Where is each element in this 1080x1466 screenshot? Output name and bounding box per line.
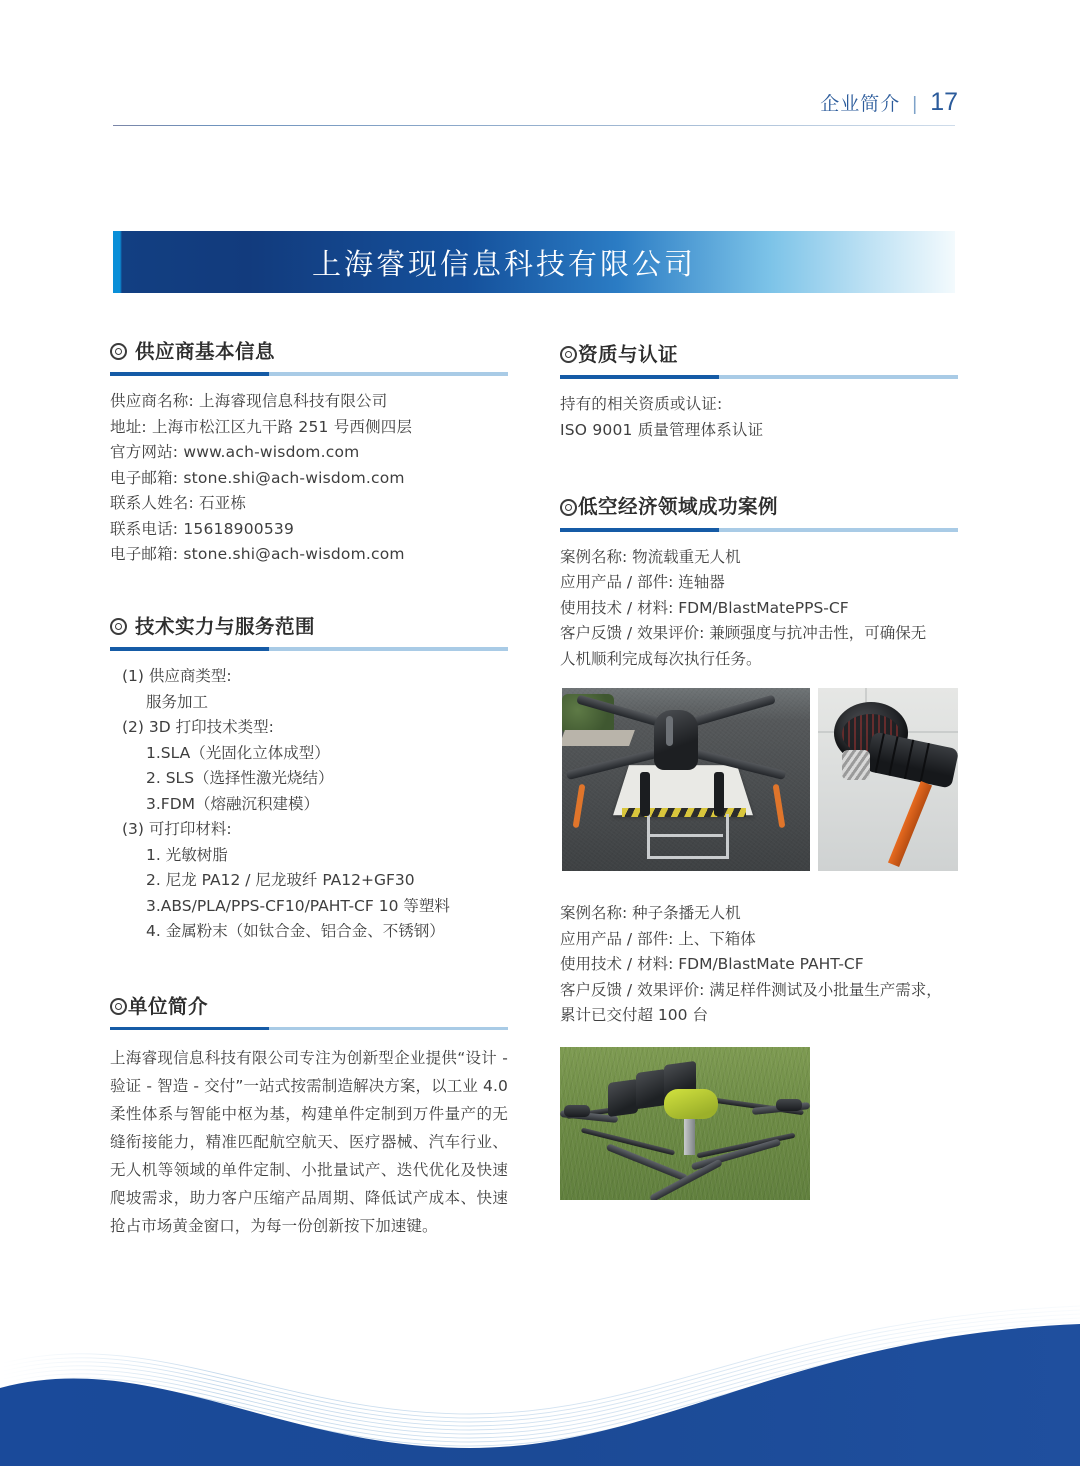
list-item: 2. 尼龙 PA12 / 尼龙玻纤 PA12+GF30 xyxy=(146,871,415,890)
basic-info-line: 联系电话: 15618900539 xyxy=(110,519,295,538)
list-item: 4. 金属粉末（如钛合金、铝合金、不锈钢） xyxy=(146,922,445,941)
list-item: (3) 可打印材料: xyxy=(122,820,232,839)
case-feedback: 客户反馈 / 效果评价: 兼顾强度与抗冲击性，可确保无 xyxy=(560,624,927,643)
qualification-line: ISO 9001 质量管理体系认证 xyxy=(560,420,764,439)
photo-detail-strut xyxy=(714,772,724,816)
photo-detail-fuselage xyxy=(654,710,698,770)
basic-info-line: 地址: 上海市松江区九干路 251 号西侧四层 xyxy=(110,417,413,436)
section-heading-text: 资质与认证 xyxy=(578,343,679,366)
left-column xyxy=(110,340,510,1240)
basic-info-line: 电子邮箱: stone.shi@ach-wisdom.com xyxy=(110,468,405,487)
section-company-intro xyxy=(110,995,510,1240)
qualification-line: 持有的相关资质或认证: xyxy=(560,395,723,414)
company-name: 上海睿现信息科技有限公司 xyxy=(311,246,696,281)
section-heading-basic-info xyxy=(110,340,510,363)
section-heading-text: 单位简介 xyxy=(128,994,209,1018)
photo-detail-fuselage xyxy=(664,1089,718,1119)
case-item xyxy=(560,545,958,673)
header-divider: | xyxy=(912,94,919,115)
case-application: 应用产品 / 部件: 上、下箱体 xyxy=(560,929,756,948)
section-qualifications xyxy=(560,343,960,443)
page-number: 17 xyxy=(930,88,958,116)
section-heading-qualifications xyxy=(560,343,960,366)
section-heading-cases xyxy=(560,495,960,518)
section-marker-icon xyxy=(560,346,577,363)
section-heading-text: 技术实力与服务范围 xyxy=(135,614,316,638)
basic-info-line: 电子邮箱: stone.shi@ach-wisdom.com xyxy=(110,545,405,564)
header-rule xyxy=(113,125,955,126)
footer-wave-decoration xyxy=(0,1276,1080,1466)
photo-detail-seed-box xyxy=(608,1079,638,1117)
list-item: 1. 光敏树脂 xyxy=(146,845,228,864)
list-item: 服务加工 xyxy=(146,692,209,711)
section-heading-company-intro xyxy=(110,995,510,1018)
photo-detail-strut xyxy=(640,772,650,816)
section-heading-capabilities xyxy=(110,615,510,638)
company-intro-paragraph: 上海睿现信息科技有限公司专注为创新型企业提供“设计 - 验证 - 智造 - 交付”一站式按需制造解决方案，以工业 4.0 柔性体系与智能中枢为基，构建单件定制到万件量产的无缝衔接能力，精准匹配航空航天、医疗器械、汽车行业、无人机等领域的单件定制、小批量试产、迭代优化及快速爬坡需求，助力客户压缩产品周期、降低试产成本、快速抢占市场黄金窗口，为每一份创新按下加速键。 xyxy=(110,1049,508,1236)
case-feedback: 客户反馈 / 效果评价: 满足样件测试及小批量生产需求， xyxy=(560,980,942,999)
section-underline xyxy=(560,375,958,379)
qualification-lines xyxy=(560,392,960,443)
section-marker-icon xyxy=(110,343,127,360)
right-column xyxy=(560,340,960,1200)
list-item: 3.ABS/PLA/PPS-CF10/PAHT-CF 10 等塑料 xyxy=(146,896,450,915)
wave-solid-fill xyxy=(0,1324,1080,1466)
case-name: 案例名称: 种子条播无人机 xyxy=(560,904,741,923)
section-heading-text: 低空经济领域成功案例 xyxy=(578,495,779,519)
section-underline xyxy=(560,528,958,532)
case-technology: 使用技术 / 材料: FDM/BlastMate PAHT-CF xyxy=(560,955,864,974)
photo-detail-curb xyxy=(562,730,635,746)
photo-detail-spring xyxy=(842,750,870,780)
section-marker-icon xyxy=(560,499,577,516)
case-application: 应用产品 / 部件: 连轴器 xyxy=(560,573,725,592)
section-heading-text: 供应商基本信息 xyxy=(135,340,276,363)
list-item: 3.FDM（熔融沉积建模） xyxy=(146,794,320,813)
case-photo-coupler-closeup xyxy=(818,688,958,871)
case-photo-row xyxy=(560,688,960,871)
section-cases xyxy=(560,495,960,1199)
section-underline xyxy=(110,1027,508,1030)
basic-info-line: 官方网站: www.ach-wisdom.com xyxy=(110,443,360,462)
section-marker-icon xyxy=(110,618,127,635)
basic-info-lines xyxy=(110,389,510,568)
header-section-label: 企业简介 xyxy=(820,94,901,115)
case-technology: 使用技术 / 材料: FDM/BlastMatePPS-CF xyxy=(560,598,849,617)
header-breadcrumb xyxy=(820,88,958,117)
list-item: (1) 供应商类型: xyxy=(122,667,232,686)
capabilities-list xyxy=(110,664,510,945)
list-item: 2. SLS（选择性激光烧结） xyxy=(146,769,334,788)
photo-detail-motor-pod xyxy=(776,1099,802,1111)
section-underline xyxy=(110,372,508,376)
list-item: 1.SLA（光固化立体成型） xyxy=(146,743,330,762)
list-item: (2) 3D 打印技术类型: xyxy=(122,718,274,737)
section-marker-icon xyxy=(110,998,127,1015)
case-item xyxy=(560,901,958,1029)
photo-detail-cart xyxy=(647,814,729,859)
section-capabilities xyxy=(110,615,510,945)
basic-info-line: 联系人姓名: 石亚栋 xyxy=(110,494,247,513)
section-underline xyxy=(110,647,508,651)
case-photo-logistics-drone xyxy=(562,688,810,871)
case-feedback: 累计已交付超 100 台 xyxy=(560,1006,708,1025)
section-basic-info xyxy=(110,340,510,568)
page-header xyxy=(0,88,1080,134)
photo-detail-motor-pod xyxy=(564,1105,590,1117)
case-photo-seeding-drone xyxy=(560,1047,810,1200)
case-name: 案例名称: 物流载重无人机 xyxy=(560,547,741,566)
photo-detail-seed-box xyxy=(636,1069,666,1109)
company-title-banner xyxy=(113,231,955,293)
basic-info-line: 供应商名称: 上海睿现信息科技有限公司 xyxy=(110,392,388,411)
case-feedback: 人机顺利完成每次执行任务。 xyxy=(560,649,762,668)
